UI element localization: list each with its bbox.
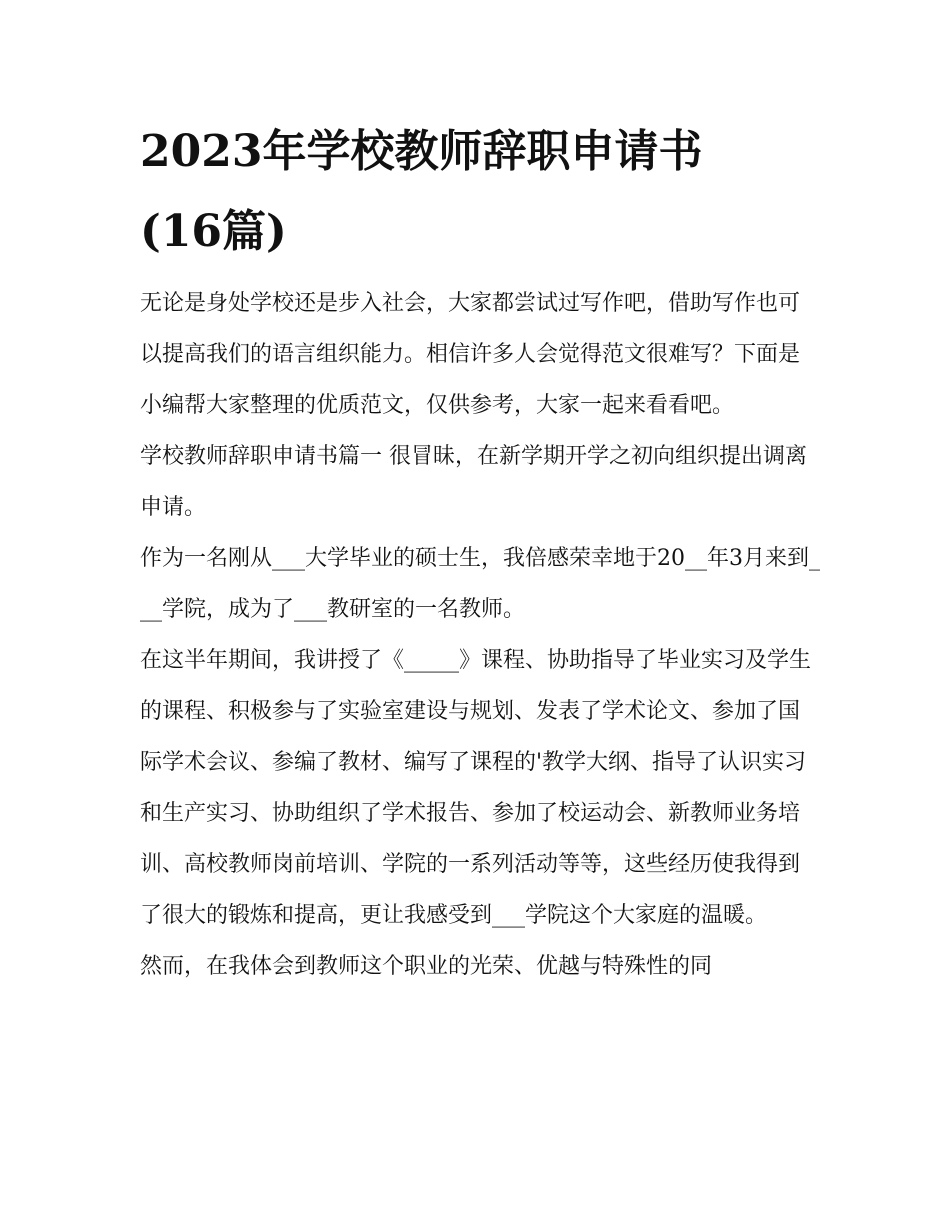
- paragraph-intro: 无论是身处学校还是步入社会，大家都尝试过写作吧，借助写作也可以提高我们的语言组织能力。相信许多人会觉得范文很难写？下面是小编帮大家整理的优质范文，仅供参考，大家一起来看看吧。: [140, 291, 801, 418]
- title-line-2: (16篇): [140, 206, 287, 257]
- paragraph-however: 然而，在我体会到教师这个职业的光荣、优越与特殊性的同: [140, 954, 713, 979]
- paragraph-background: 作为一名刚从___大学毕业的硕士生，我倍感荣幸地于20__年3月来到___学院，成为了___教研室的一名教师。: [140, 546, 820, 622]
- paragraph-opening: 学校教师辞职申请书篇一 很冒昧，在新学期开学之初向组织提出调离申请。: [140, 444, 807, 520]
- paragraph-experience: 在这半年期间，我讲授了《_____》课程、协助指导了毕业实习及学生的课程、积极参与了实验室建设与规划、发表了学术论文、参加了国际学术会议、参编了教材、编写了课程的'教学大纲、指导了认识实习和生产实习、协助组织了学术报告、参加了校运动会、新教师业务培训、高校教师岗前培训、学院的一系列活动等等，这些经历使我得到了很大的锻炼和提高，更让我感受到___学院这个大家庭的温暖。: [140, 648, 812, 928]
- document-page: [140, 112, 820, 992]
- document-title: [140, 112, 820, 272]
- title-line-1: 2023年学校教师辞职申请书: [140, 126, 703, 177]
